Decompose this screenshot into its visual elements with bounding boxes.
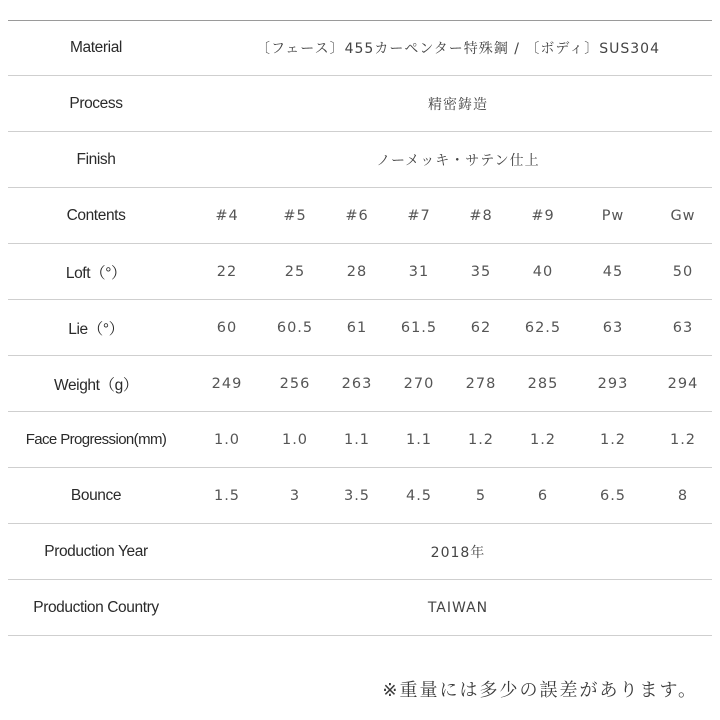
weight-cell: 256	[279, 375, 311, 392]
row-loft	[8, 244, 712, 300]
face-progression-cell: 1.2	[467, 431, 495, 448]
contents-cell: #8	[469, 207, 493, 224]
contents-cell: #6	[345, 207, 369, 224]
bounce-cell: 6.5	[599, 487, 627, 504]
face-progression-cell: 1.0	[281, 431, 309, 448]
bounce-cell: 3	[289, 487, 301, 504]
row-weight	[8, 356, 712, 412]
bounce-cell: 3.5	[343, 487, 371, 504]
contents-cell: #9	[531, 207, 555, 224]
bounce-cell: 1.5	[213, 487, 241, 504]
contents-cell: Pw	[601, 207, 625, 224]
loft-cell: 50	[672, 263, 694, 280]
row-material	[8, 20, 712, 76]
face-progression-cell: 1.0	[213, 431, 241, 448]
row-production-year	[8, 524, 712, 580]
lie-cell: 62	[470, 319, 492, 336]
row-finish	[8, 132, 712, 188]
row-face-progression	[8, 412, 712, 468]
contents-cell: #7	[407, 207, 431, 224]
material-value: 〔フェース〕455カーペンター特殊鋼 / 〔ボディ〕SUS304	[256, 41, 660, 57]
row-contents	[8, 188, 712, 244]
contents-cell: Gw	[670, 207, 696, 224]
loft-cell: 28	[346, 263, 368, 280]
row-label-production-year: Production Year	[44, 542, 148, 560]
process-value: 精密鋳造	[428, 96, 488, 113]
loft-cell: 45	[602, 263, 624, 280]
weight-cell: 293	[597, 375, 629, 392]
row-label-lie: Lie（°）	[68, 320, 124, 338]
weight-cell: 294	[667, 375, 699, 392]
production-year-value: 2018年	[430, 544, 486, 561]
row-label-production-country: Production Country	[33, 598, 159, 616]
loft-cell: 31	[408, 263, 430, 280]
lie-cell: 63	[602, 319, 624, 336]
weight-cell: 249	[211, 375, 243, 392]
finish-value: ノーメッキ・サテン仕上	[376, 152, 540, 169]
weight-tolerance-note: ※重量には多少の誤差があります。	[382, 680, 698, 701]
spec-table	[8, 20, 712, 636]
row-label-contents: Contents	[66, 206, 126, 224]
bounce-cell: 4.5	[405, 487, 433, 504]
row-label-face-progression: Face Progression(mm)	[25, 431, 167, 448]
lie-cell: 61.5	[400, 319, 438, 336]
face-progression-cell: 1.1	[343, 431, 371, 448]
row-label-process: Process	[69, 94, 123, 112]
lie-cell: 63	[672, 319, 694, 336]
row-label-material: Material	[70, 39, 122, 56]
row-process	[8, 76, 712, 132]
row-label-bounce: Bounce	[70, 486, 122, 504]
face-progression-cell: 1.2	[529, 431, 557, 448]
lie-cell: 61	[346, 319, 368, 336]
row-label-weight: Weight（g）	[54, 376, 138, 394]
row-label-loft: Loft（°）	[65, 264, 127, 282]
lie-cell: 60	[216, 319, 238, 336]
face-progression-cell: 1.2	[669, 431, 697, 448]
weight-cell: 263	[341, 375, 373, 392]
weight-cell: 285	[527, 375, 559, 392]
bounce-cell: 5	[475, 487, 487, 504]
weight-cell: 278	[465, 375, 497, 392]
row-label-finish: Finish	[76, 150, 116, 168]
lie-cell: 62.5	[524, 319, 562, 336]
production-country-value: TAIWAN	[427, 599, 489, 616]
loft-cell: 25	[284, 263, 306, 280]
contents-cell: #5	[283, 207, 307, 224]
row-bounce	[8, 468, 712, 524]
row-lie	[8, 300, 712, 356]
loft-cell: 40	[532, 263, 554, 280]
row-production-country	[8, 580, 712, 636]
contents-cell: #4	[215, 207, 239, 224]
bounce-cell: 8	[677, 487, 689, 504]
weight-cell: 270	[403, 375, 435, 392]
face-progression-cell: 1.2	[599, 431, 627, 448]
loft-cell: 22	[216, 263, 238, 280]
loft-cell: 35	[470, 263, 492, 280]
lie-cell: 60.5	[276, 319, 314, 336]
bounce-cell: 6	[537, 487, 549, 504]
face-progression-cell: 1.1	[405, 431, 433, 448]
